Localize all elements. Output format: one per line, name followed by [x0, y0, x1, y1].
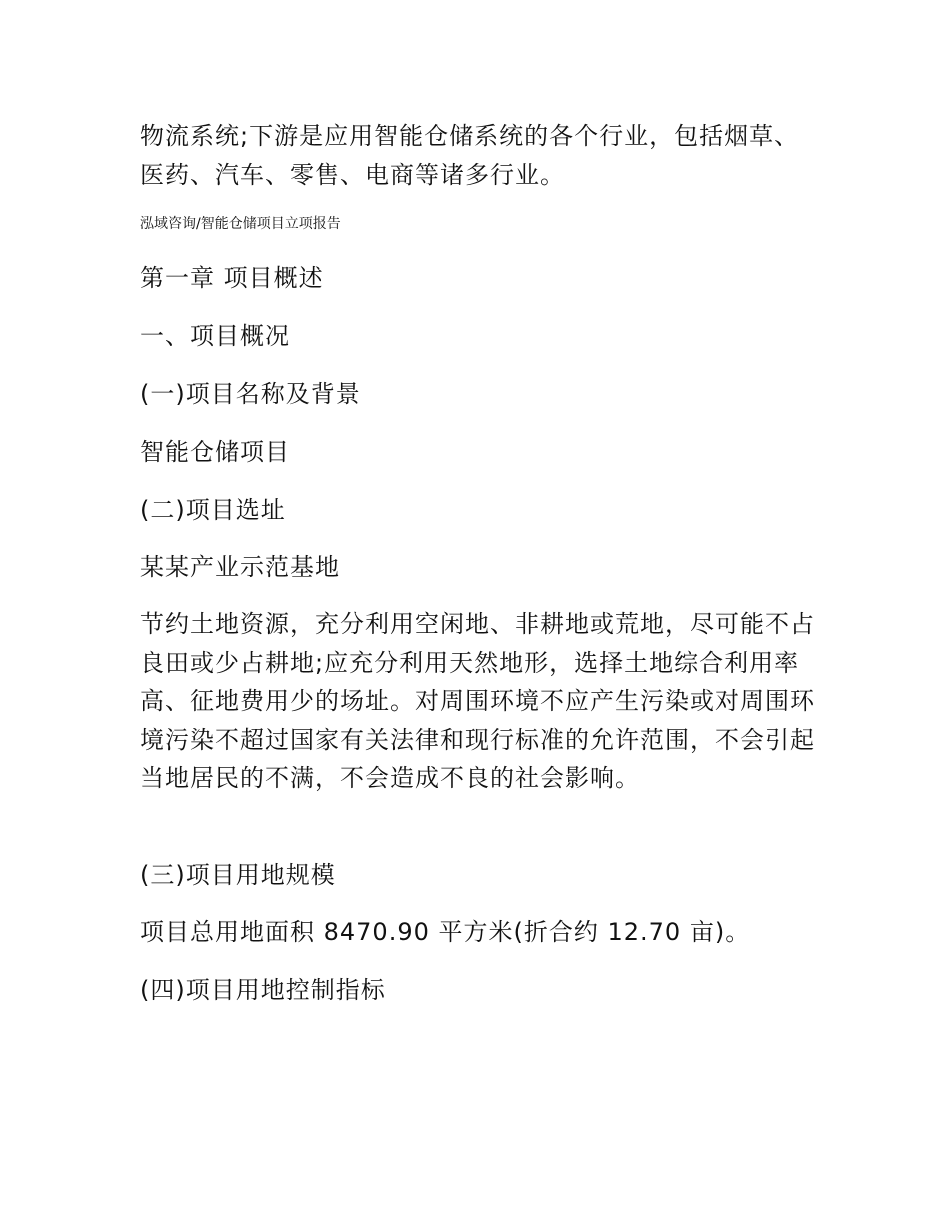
- site-selection-paragraph: 节约土地资源，充分利用空闲地、非耕地或荒地，尽可能不占良田或少占耕地;应充分利用天然地形，选择土地综合利用率高、征地费用少的场址。对周围环境不应产生污染或对周围环境污染不超过国家有关法律和现行标准的允许范围，不会引起当地居民的不满，不会造成不良的社会影响。: [140, 610, 815, 793]
- intro-paragraph: 物流系统;下游是应用智能仓储系统的各个行业，包括烟草、医药、汽车、零售、电商等诸多行业。: [140, 122, 800, 189]
- running-header: 泓域咨询/智能仓储项目立项报告: [140, 216, 341, 232]
- subsection-title-site: (二)项目选址: [140, 496, 286, 524]
- land-area-text: 项目总用地面积 8470.90 平方米(折合约 12.70 亩)。: [140, 918, 751, 946]
- subsection-title-land-scale: (三)项目用地规模: [140, 861, 336, 889]
- chapter-title: 第一章 项目概述: [140, 264, 324, 292]
- subsection-title-land-control: (四)项目用地控制指标: [140, 976, 386, 1004]
- project-site-text: 某某产业示范基地: [140, 553, 340, 581]
- section-title: 一、项目概况: [140, 322, 290, 350]
- subsection-title-name-background: (一)项目名称及背景: [140, 380, 361, 408]
- project-name-text: 智能仓储项目: [140, 438, 290, 466]
